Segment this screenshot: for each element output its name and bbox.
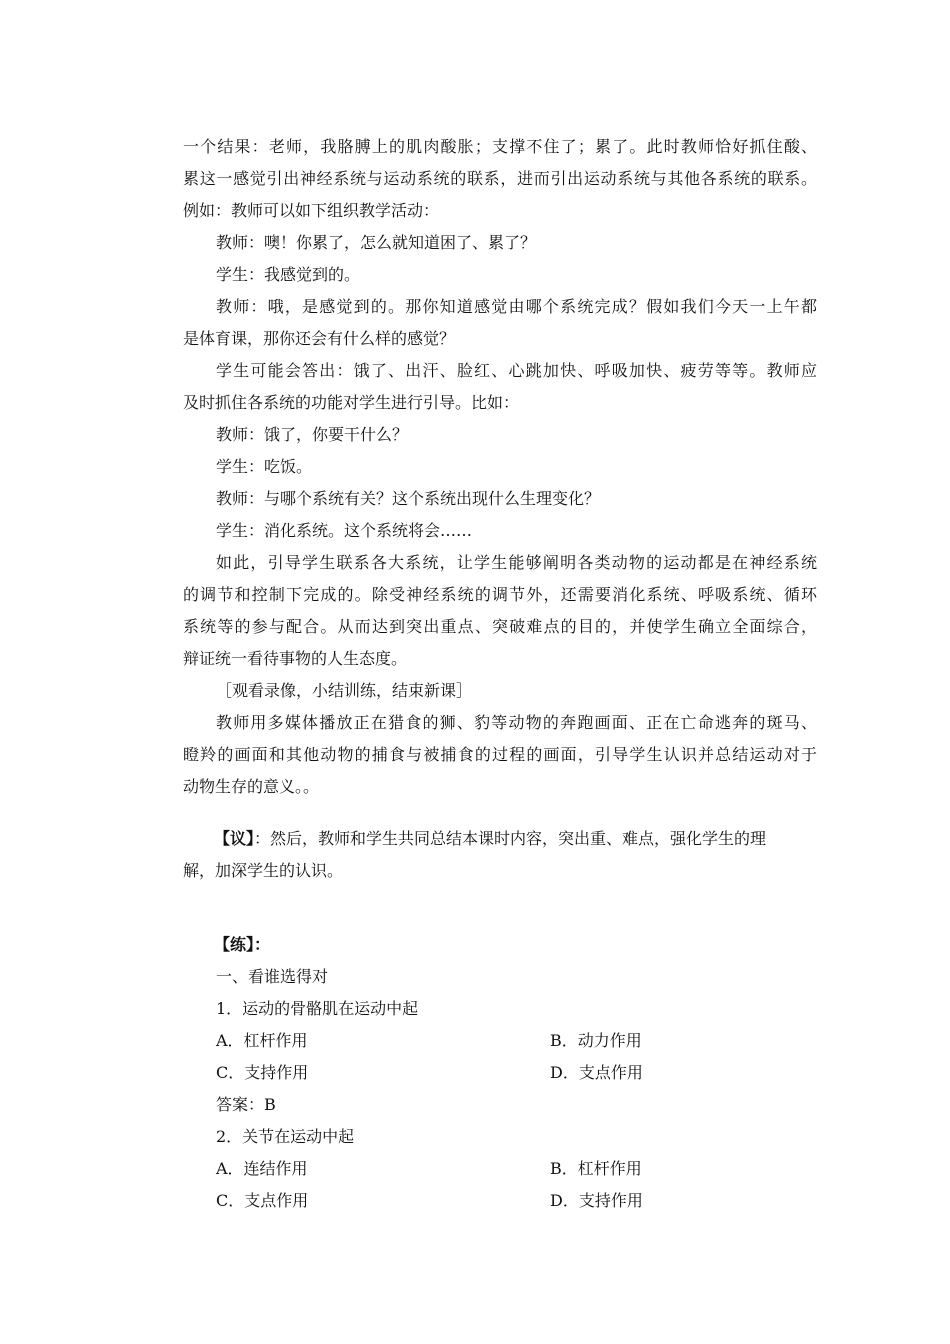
- discuss-line-2: 解，加深学生的认识。: [183, 861, 344, 880]
- video-section-line-3: 动物生存的意义。。: [183, 777, 320, 796]
- dialogue-teacher-2-line-1: 教师：哦，是感觉到的。那你知道感觉由哪个系统完成？假如我们今天一上午都: [216, 297, 817, 316]
- question-2-option-c: C．支点作用: [216, 1191, 309, 1210]
- intro-line-1: 一个结果：老师，我胳膊上的肌肉酸胀；支撑不住了；累了。此时教师恰好抓住酸、: [183, 137, 817, 156]
- video-section-line-2: 瞪羚的画面和其他动物的捕食与被捕食的过程的画面，引导学生认识并总结运动对于: [183, 745, 817, 764]
- question-2-option-b: B．杠杆作用: [550, 1159, 642, 1178]
- discuss-label: 【议】: [214, 829, 255, 848]
- question-2-option-a: A．连结作用: [216, 1159, 308, 1178]
- question-1-option-a: A．杠杆作用: [216, 1031, 308, 1050]
- dialogue-student-1: 学生：我感觉到的。: [216, 265, 361, 284]
- discuss-line-1: [214, 829, 766, 849]
- dialogue-teacher-2-line-2: 是体育课，那你还会有什么样的感觉？: [183, 329, 456, 348]
- dialogue-student-3: 学生：吃饭。: [216, 457, 313, 476]
- dialogue-student-2-line-1: 学生可能会答出：饿了、出汗、脸红、心跳加快、呼吸加快、疲劳等等。教师应: [216, 361, 817, 380]
- question-1-option-c: C．支持作用: [216, 1063, 309, 1082]
- practice-label-colon: ：: [254, 935, 271, 954]
- dialogue-teacher-1: 教师：噢！你累了，怎么就知道困了、累了？: [216, 233, 537, 252]
- dialogue-teacher-3: 教师：饿了，你要干什么？: [216, 425, 409, 444]
- question-1-option-b: B．动力作用: [550, 1031, 642, 1050]
- discuss-text: ：然后，教师和学生共同总结本课时内容，突出重、难点，强化学生的理: [254, 829, 767, 848]
- question-2-stem: 2．关节在运动中起: [216, 1127, 355, 1146]
- question-1-option-d: D．支点作用: [550, 1063, 643, 1082]
- summary-line-1: 如此，引导学生联系各大系统，让学生能够阐明各类动物的运动都是在神经系统: [216, 553, 817, 572]
- summary-line-4: 辩证统一看待事物的人生态度。: [183, 649, 408, 668]
- practice-label: 【练】: [214, 935, 255, 954]
- summary-line-3: 系统等的参与配合。从而达到突出重点、突破难点的目的，并使学生确立全面综合，: [183, 617, 817, 636]
- video-section-line-1: 教师用多媒体播放正在猎食的狮、豹等动物的奔跑画面、正在亡命逃奔的斑马、: [216, 713, 817, 732]
- question-2-option-d: D．支持作用: [550, 1191, 643, 1210]
- dialogue-student-2-line-2: 及时抓住各系统的功能对学生进行引导。比如：: [183, 393, 520, 412]
- summary-line-2: 的调节和控制下完成的。除受神经系统的调节外，还需要消化系统、呼吸系统、循环: [183, 585, 817, 604]
- intro-line-3: 例如：教师可以如下组织教学活动：: [183, 201, 440, 220]
- video-section-heading: ［观看录像，小结训练，结束新课］: [216, 681, 473, 700]
- dialogue-student-4: 学生：消化系统。这个系统将会……: [216, 521, 473, 540]
- dialogue-teacher-4: 教师：与哪个系统有关？这个系统出现什么生理变化？: [216, 489, 601, 508]
- question-1-answer: 答案：B: [216, 1095, 276, 1114]
- intro-line-2: 累这一感觉引出神经系统与运动系统的联系，进而引出运动系统与其他各系统的联系。: [183, 169, 817, 188]
- practice-heading: [214, 935, 270, 955]
- question-1-stem: 1．运动的骨骼肌在运动中起: [216, 999, 419, 1018]
- practice-section-title: 一、看谁选得对: [216, 967, 329, 986]
